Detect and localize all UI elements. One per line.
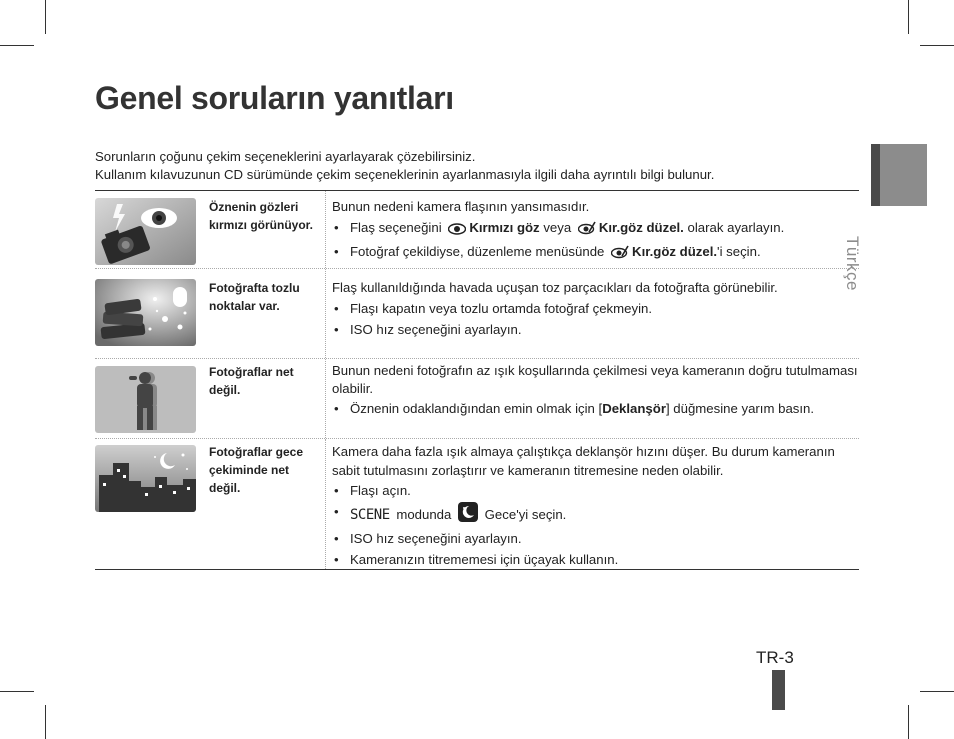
list-item xyxy=(332,218,859,241)
bullet-text: Gece'yi seçin. xyxy=(484,507,567,522)
row-label: Fotoğraflar net değil. xyxy=(206,359,326,438)
option-name: Kırmızı göz xyxy=(469,220,540,235)
row-label: Fotoğrafta tozlu noktalar var. xyxy=(206,269,326,358)
scene-mode-icon: SCENE xyxy=(350,507,390,523)
row-desc-text: Bunun nedeni kamera flaşının yansımasıdır. xyxy=(332,199,590,214)
faq-row xyxy=(95,269,859,359)
row-description xyxy=(326,269,859,358)
bullet-text: Fotoğraf çekildiyse, düzenleme menüsünde xyxy=(350,244,605,259)
row-desc-text: Kamera daha fazla ışık almaya çalıştıkça deklanşör hızını düşer. Bu durum kameranın sabit tutulmasını zorlaştırır ve kameranın titremesine neden olabilir. xyxy=(332,444,835,478)
language-tab xyxy=(871,144,927,206)
list-item xyxy=(332,502,859,528)
crop-mark xyxy=(45,705,46,739)
intro-line: Kullanım kılavuzunun CD sürümünde çekim seçeneklerinin ayarlanmasıyla ilgili daha ayrıntılı bilgi bulunur. xyxy=(95,167,715,182)
list-item: • Flaşı kapatın veya tozlu ortamda fotoğraf çekmeyin. xyxy=(332,299,859,319)
faq-row xyxy=(95,439,859,569)
night-city-thumbnail xyxy=(95,445,196,512)
crop-mark xyxy=(0,691,34,692)
button-name: Deklanşör xyxy=(602,401,666,416)
list-item xyxy=(332,399,859,419)
red-eye-camera-thumbnail xyxy=(95,198,196,265)
row-description xyxy=(326,359,859,438)
page-number-bar xyxy=(772,670,785,710)
bullet-text: veya xyxy=(543,220,572,235)
faq-table xyxy=(95,190,859,570)
dust-spots-thumbnail xyxy=(95,279,196,346)
bullet-text: 'i seçin. xyxy=(717,244,761,259)
row-description xyxy=(326,439,859,569)
crop-mark xyxy=(45,0,46,34)
faq-row xyxy=(95,191,859,269)
crop-mark xyxy=(908,0,909,34)
row-desc-text: Bunun nedeni fotoğrafın az ışık koşullarında çekilmesi veya kameranın doğru tutulmaması olabilir. xyxy=(332,363,858,396)
bullet-text: Flaş seçeneğini xyxy=(350,220,442,235)
bullet-text: modunda xyxy=(396,507,452,522)
option-name: Kır.göz düzel. xyxy=(598,220,684,235)
bullet-text: Öznenin odaklandığından emin olmak için [ xyxy=(350,401,603,416)
intro-text xyxy=(95,148,714,184)
bullet-text: olarak ayarlayın. xyxy=(687,220,785,235)
red-eye-fix-icon xyxy=(611,245,629,265)
row-label: Öznenin gözleri kırmızı görünüyor. xyxy=(206,191,326,268)
list-item: • Kameranızın titrememesi için üçayak kullanın. xyxy=(332,550,859,570)
list-item: • ISO hız seçeneğini ayarlayın. xyxy=(332,529,859,549)
row-label: Fotoğraflar gece çekiminde net değil. xyxy=(206,439,326,569)
crop-mark xyxy=(920,691,954,692)
crop-mark xyxy=(920,45,954,46)
language-label: Türkçe xyxy=(843,236,862,291)
crop-mark xyxy=(0,45,34,46)
row-desc-text: Flaş kullanıldığında havada uçuşan toz parçacıkları da fotoğrafta görünebilir. xyxy=(332,280,778,295)
faq-row xyxy=(95,359,859,439)
night-mode-icon xyxy=(458,502,478,528)
intro-line: Sorunların çoğunu çekim seçeneklerini ayarlayarak çözebilirsiniz. xyxy=(95,149,476,164)
bullet-text: ] düğmesine yarım basın. xyxy=(665,401,815,416)
crop-mark xyxy=(908,705,909,739)
red-eye-icon xyxy=(448,221,466,241)
list-item xyxy=(332,242,859,265)
page-title: Genel soruların yanıtları xyxy=(95,80,454,116)
list-item: • ISO hız seçeneğini ayarlayın. xyxy=(332,320,859,340)
page-number: TR-3 xyxy=(756,648,794,667)
list-item: • Flaşı açın. xyxy=(332,481,859,501)
red-eye-fix-icon xyxy=(578,221,596,241)
blurry-person-thumbnail xyxy=(95,366,196,433)
row-description xyxy=(326,191,859,268)
option-name: Kır.göz düzel. xyxy=(632,244,718,259)
